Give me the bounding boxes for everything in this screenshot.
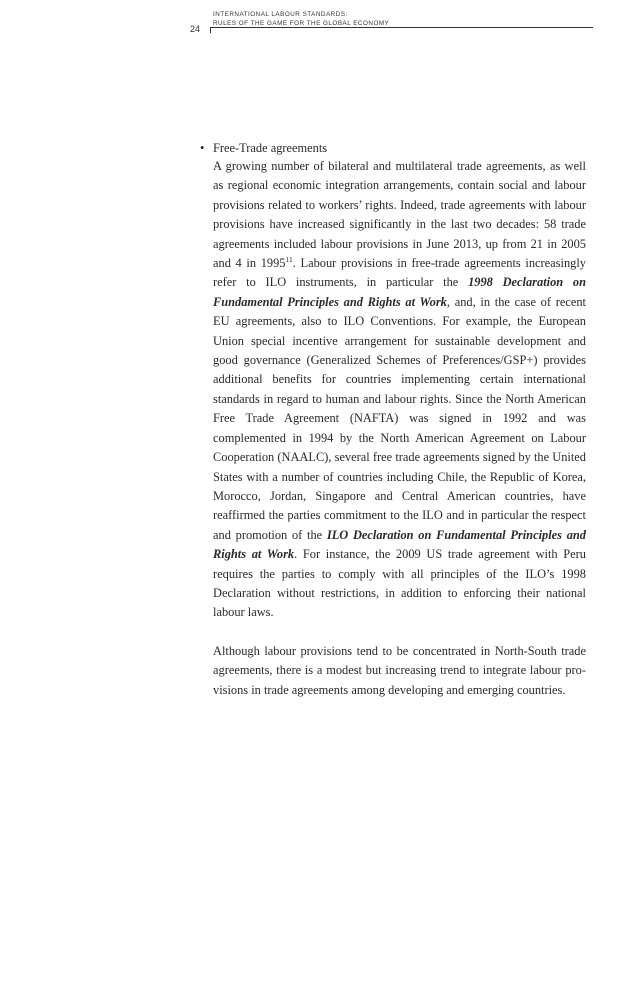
paragraph-1-text-b: . Labour provisions in free-trade agreements increasingly refer to ILO instruments, in particular the	[213, 256, 586, 290]
paragraph-1	[213, 157, 586, 623]
footnote-reference: 11	[285, 255, 293, 265]
section-title: Free-Trade agreements	[213, 141, 328, 155]
header-rule	[210, 27, 593, 28]
paragraph-1-text-c: , and, in the case of recent EU agreements, also to ILO Conventions. For example, the European Union special incentive arrangement for sustainable development and good governance (Generalized Schemes of Preferences/GSP+) provides additional benefits for countries implementing certain international standards in regard to human and labour rights. Since the North American Free Trade Agreement (NAFTA) was signed in 1992 and was complemented in 1994 by the North American Agreement on Labour Cooperation (NAALC), several free trade agreements signed by the United States with a number of countries including Chile, the Republic of Korea, Morocco, Jordan, Singapore and Central American countries, have reaffirmed the parties commitment to the ILO and in particular the respect and promotion of the	[213, 294, 586, 542]
declaration-title-2: ILO Declaration on Fundamental Principles and Rights at Work	[213, 527, 586, 562]
bullet-heading	[198, 139, 598, 157]
bullet-icon: •	[200, 141, 205, 155]
free-trade-section	[198, 139, 598, 700]
paragraph-1-text-d: . For instance, the 2009 US trade agreement with Peru requires the parties to comply with all principles of the ILO’s 1998 Declaration without restrictions, in addition to enforcing their national labour laws.	[213, 547, 586, 620]
running-header-line-2: RULES OF THE GAME FOR THE GLOBAL ECONOMY	[213, 20, 390, 27]
paragraph-2: Although labour provisions tend to be concentrated in North-South trade agreements, there is a modest but increasing trend to integrate labour provisions in trade agreements among developing and emerging countries.	[213, 643, 586, 697]
running-header	[213, 10, 593, 28]
page-number: 24	[190, 24, 201, 34]
running-header-line-1: INTERNATIONAL LABOUR STANDARDS:	[213, 11, 348, 18]
header-tick-mark	[210, 27, 211, 33]
declaration-title-1: 1998 Declaration on Fundamental Principles and Rights at Work	[213, 275, 586, 309]
paragraph-1-text-a: A growing number of bilateral and multilateral trade agreements, as well as regional economic integration arrangements, contain social and labour provisions related to workers’ rights. Indeed, trade agreements with labour provisions have increased significantly in the last two decades: 58 trade agreements included labour provisions in June 2013, up from 21 in 2005 and 4 in 1995	[213, 159, 586, 271]
